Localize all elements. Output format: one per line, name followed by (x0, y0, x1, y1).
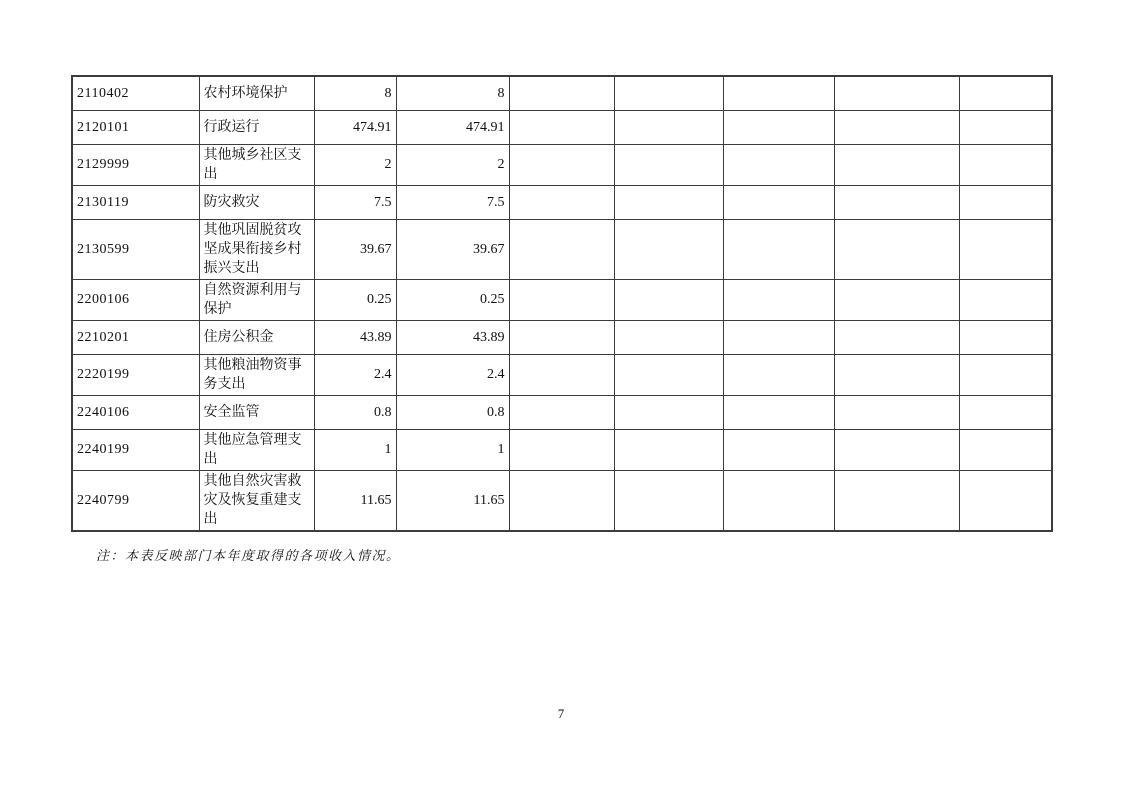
empty-cell (614, 219, 723, 279)
cell-amount-2: 39.67 (396, 219, 509, 279)
table-row (72, 395, 1052, 429)
table-row (72, 354, 1052, 395)
cell-amount-2: 2.4 (396, 354, 509, 395)
empty-cell (834, 110, 959, 144)
cell-subject-name: 其他粮油物资事务支出 (199, 354, 314, 395)
cell-amount-2: 7.5 (396, 185, 509, 219)
cell-subject-code: 2120101 (72, 110, 199, 144)
empty-cell (834, 470, 959, 531)
cell-subject-code: 2110402 (72, 76, 199, 110)
income-table-body (72, 76, 1052, 531)
cell-subject-code: 2130119 (72, 185, 199, 219)
empty-cell (959, 279, 1052, 320)
cell-subject-name: 其他巩固脱贫攻坚成果衔接乡村振兴支出 (199, 219, 314, 279)
cell-amount-1: 7.5 (314, 185, 396, 219)
cell-subject-code: 2129999 (72, 144, 199, 185)
empty-cell (614, 144, 723, 185)
empty-cell (723, 144, 834, 185)
cell-subject-code: 2240199 (72, 429, 199, 470)
cell-amount-2: 474.91 (396, 110, 509, 144)
empty-cell (723, 395, 834, 429)
cell-amount-2: 43.89 (396, 320, 509, 354)
empty-cell (614, 110, 723, 144)
cell-amount-1: 1 (314, 429, 396, 470)
cell-amount-1: 39.67 (314, 219, 396, 279)
income-table (71, 75, 1053, 532)
cell-amount-1: 2 (314, 144, 396, 185)
cell-amount-2: 11.65 (396, 470, 509, 531)
empty-cell (509, 144, 614, 185)
cell-amount-1: 2.4 (314, 354, 396, 395)
cell-subject-name: 自然资源利用与保护 (199, 279, 314, 320)
empty-cell (614, 354, 723, 395)
cell-amount-2: 1 (396, 429, 509, 470)
cell-subject-name: 农村环境保护 (199, 76, 314, 110)
table-row (72, 76, 1052, 110)
empty-cell (959, 470, 1052, 531)
cell-subject-name: 住房公积金 (199, 320, 314, 354)
empty-cell (959, 144, 1052, 185)
cell-amount-2: 8 (396, 76, 509, 110)
cell-amount-1: 8 (314, 76, 396, 110)
empty-cell (834, 185, 959, 219)
empty-cell (723, 76, 834, 110)
empty-cell (723, 470, 834, 531)
empty-cell (723, 219, 834, 279)
empty-cell (723, 429, 834, 470)
empty-cell (723, 354, 834, 395)
cell-subject-code: 2240106 (72, 395, 199, 429)
empty-cell (959, 110, 1052, 144)
table-row (72, 110, 1052, 144)
cell-amount-2: 0.8 (396, 395, 509, 429)
empty-cell (509, 185, 614, 219)
empty-cell (959, 320, 1052, 354)
empty-cell (834, 279, 959, 320)
empty-cell (834, 429, 959, 470)
empty-cell (959, 429, 1052, 470)
table-row (72, 279, 1052, 320)
cell-subject-name: 安全监管 (199, 395, 314, 429)
cell-amount-2: 0.25 (396, 279, 509, 320)
empty-cell (834, 395, 959, 429)
empty-cell (614, 76, 723, 110)
empty-cell (723, 110, 834, 144)
empty-cell (614, 320, 723, 354)
empty-cell (509, 76, 614, 110)
empty-cell (509, 470, 614, 531)
table-row (72, 320, 1052, 354)
cell-subject-name: 其他自然灾害救灾及恢复重建支出 (199, 470, 314, 531)
cell-subject-name: 其他应急管理支出 (199, 429, 314, 470)
cell-amount-1: 0.8 (314, 395, 396, 429)
table-footnote: 注：本表反映部门本年度取得的各项收入情况。 (96, 548, 401, 563)
page-number: 7 (557, 706, 565, 721)
empty-cell (959, 395, 1052, 429)
empty-cell (959, 219, 1052, 279)
cell-subject-code: 2220199 (72, 354, 199, 395)
empty-cell (509, 320, 614, 354)
cell-subject-name: 防灾救灾 (199, 185, 314, 219)
empty-cell (834, 219, 959, 279)
empty-cell (723, 279, 834, 320)
cell-amount-1: 0.25 (314, 279, 396, 320)
empty-cell (959, 76, 1052, 110)
cell-subject-name: 其他城乡社区支出 (199, 144, 314, 185)
empty-cell (834, 76, 959, 110)
empty-cell (834, 354, 959, 395)
cell-subject-code: 2130599 (72, 219, 199, 279)
cell-subject-name: 行政运行 (199, 110, 314, 144)
empty-cell (959, 354, 1052, 395)
empty-cell (723, 320, 834, 354)
empty-cell (614, 279, 723, 320)
cell-subject-code: 2240799 (72, 470, 199, 531)
table-row (72, 429, 1052, 470)
empty-cell (509, 395, 614, 429)
empty-cell (509, 219, 614, 279)
table-row (72, 144, 1052, 185)
empty-cell (834, 320, 959, 354)
empty-cell (723, 185, 834, 219)
table-row (72, 185, 1052, 219)
empty-cell (614, 395, 723, 429)
table-row (72, 219, 1052, 279)
cell-amount-1: 11.65 (314, 470, 396, 531)
empty-cell (834, 144, 959, 185)
cell-subject-code: 2210201 (72, 320, 199, 354)
cell-subject-code: 2200106 (72, 279, 199, 320)
cell-amount-1: 474.91 (314, 110, 396, 144)
cell-amount-2: 2 (396, 144, 509, 185)
cell-amount-1: 43.89 (314, 320, 396, 354)
empty-cell (509, 110, 614, 144)
empty-cell (614, 429, 723, 470)
empty-cell (959, 185, 1052, 219)
empty-cell (509, 279, 614, 320)
empty-cell (509, 354, 614, 395)
empty-cell (614, 470, 723, 531)
table-row (72, 470, 1052, 531)
empty-cell (614, 185, 723, 219)
empty-cell (509, 429, 614, 470)
